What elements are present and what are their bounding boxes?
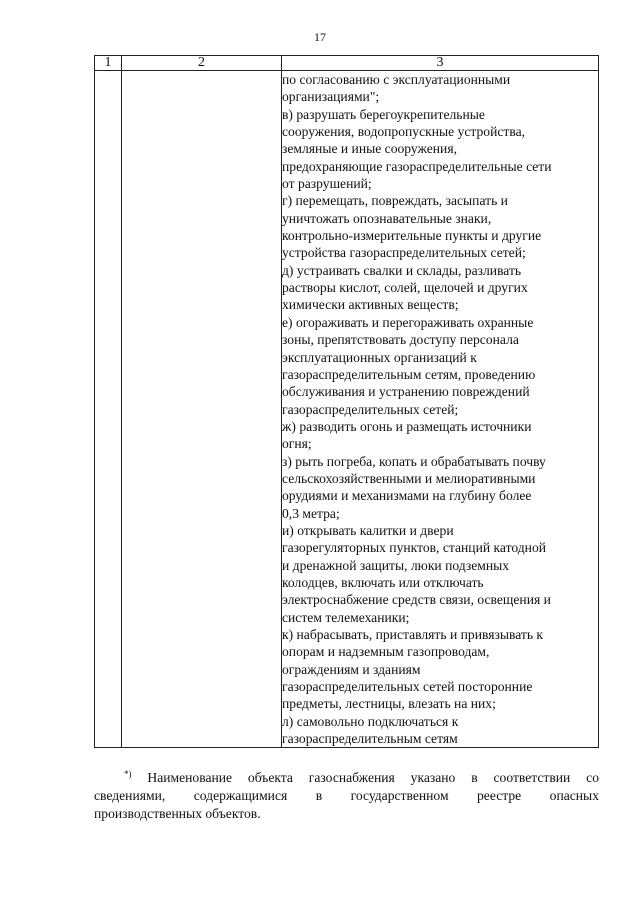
text-line: е) огораживать и перегораживать охранные	[282, 314, 534, 330]
text-line: ж) разводить огонь и размещать источники	[282, 418, 532, 434]
text-line: электроснабжение средств связи, освещения и	[282, 592, 551, 608]
cell-col-1	[95, 71, 122, 748]
header-col-1: 1	[95, 56, 122, 71]
text-line: газораспределительных сетей посторонние	[282, 679, 533, 695]
text-line: устройства газораспределительных сетей;	[282, 245, 526, 261]
text-line: сельскохозяйственными и мелиоративными	[282, 470, 536, 486]
footnote-line-3: производственных объектов.	[94, 806, 261, 821]
text-line: химически активных веществ;	[282, 297, 459, 313]
text-line: з) рыть погреба, копать и обрабатывать почву	[282, 453, 546, 469]
footnote-line-2: сведениями, содержащимися в государственном реестре опасных	[94, 788, 599, 803]
text-line: к) набрасывать, приставлять и привязывать к	[282, 627, 544, 642]
text-line: организациями";	[282, 89, 380, 105]
page-number: 17	[314, 30, 326, 44]
text-line: уничтожать опознавательные знаки,	[282, 210, 492, 226]
document-table	[94, 55, 599, 748]
text-line: газораспределительных сетей;	[282, 401, 459, 417]
text-line: и) открывать калитки и двери	[282, 522, 454, 538]
text-line: ограждениям и зданиям	[282, 661, 421, 677]
header-col-2: 2	[122, 56, 282, 71]
text-line: земляные и иные сооружения,	[282, 141, 457, 157]
text-line: систем телемеханики;	[282, 609, 410, 625]
table-row	[95, 71, 599, 748]
text-line: предохраняющие газораспределительные сети	[282, 158, 552, 174]
text-line: л) самовольно подключаться к	[282, 713, 459, 729]
text-line: огня;	[282, 436, 312, 452]
text-line: предметы, лестницы, влезать на них;	[282, 696, 496, 712]
text-line: г) перемещать, повреждать, засыпать и	[282, 193, 508, 209]
text-line: растворы кислот, солей, щелочей и других	[282, 280, 528, 296]
text-line: и дренажной защиты, люки подземных	[282, 557, 510, 573]
text-line: опорам и надземным газопроводам,	[282, 644, 490, 660]
footnote-line-1	[94, 769, 599, 787]
footnote-marker: *)	[124, 769, 132, 779]
text-line: орудиями и механизмами на глубину более	[282, 488, 532, 504]
text-line: контрольно-измерительные пункты и другие	[282, 228, 542, 244]
text-line: газораспределительным сетям	[282, 731, 458, 747]
cell-col-2	[122, 71, 282, 748]
text-line: газорегуляторных пунктов, станций катодной	[282, 540, 547, 556]
text-line: д) устраивать свалки и склады, разливать	[282, 262, 522, 278]
text-line: 0,3 метра;	[282, 505, 340, 521]
text-line: зоны, препятствовать доступу персонала	[282, 332, 519, 348]
text-line: в) разрушать берегоукрепительные	[282, 106, 485, 122]
header-col-3: 3	[282, 56, 599, 71]
footnote	[94, 769, 599, 823]
text-line: колодцев, включать или отключать	[282, 574, 484, 590]
table-header-row	[95, 56, 599, 71]
text-line: газораспределительным сетям, проведению	[282, 366, 536, 382]
cell-col-3	[282, 71, 599, 748]
text-line: от разрушений;	[282, 176, 372, 192]
footnote-text-1: Наименование объекта газоснабжения указано в соответствии со	[147, 770, 599, 785]
text-line: обслуживания и устранению повреждений	[282, 384, 530, 400]
text-line: сооружения, водопропускные устройства,	[282, 124, 526, 140]
text-line: по согласованию с эксплуатационными	[282, 72, 511, 87]
text-line: эксплуатационных организаций к	[282, 349, 477, 365]
